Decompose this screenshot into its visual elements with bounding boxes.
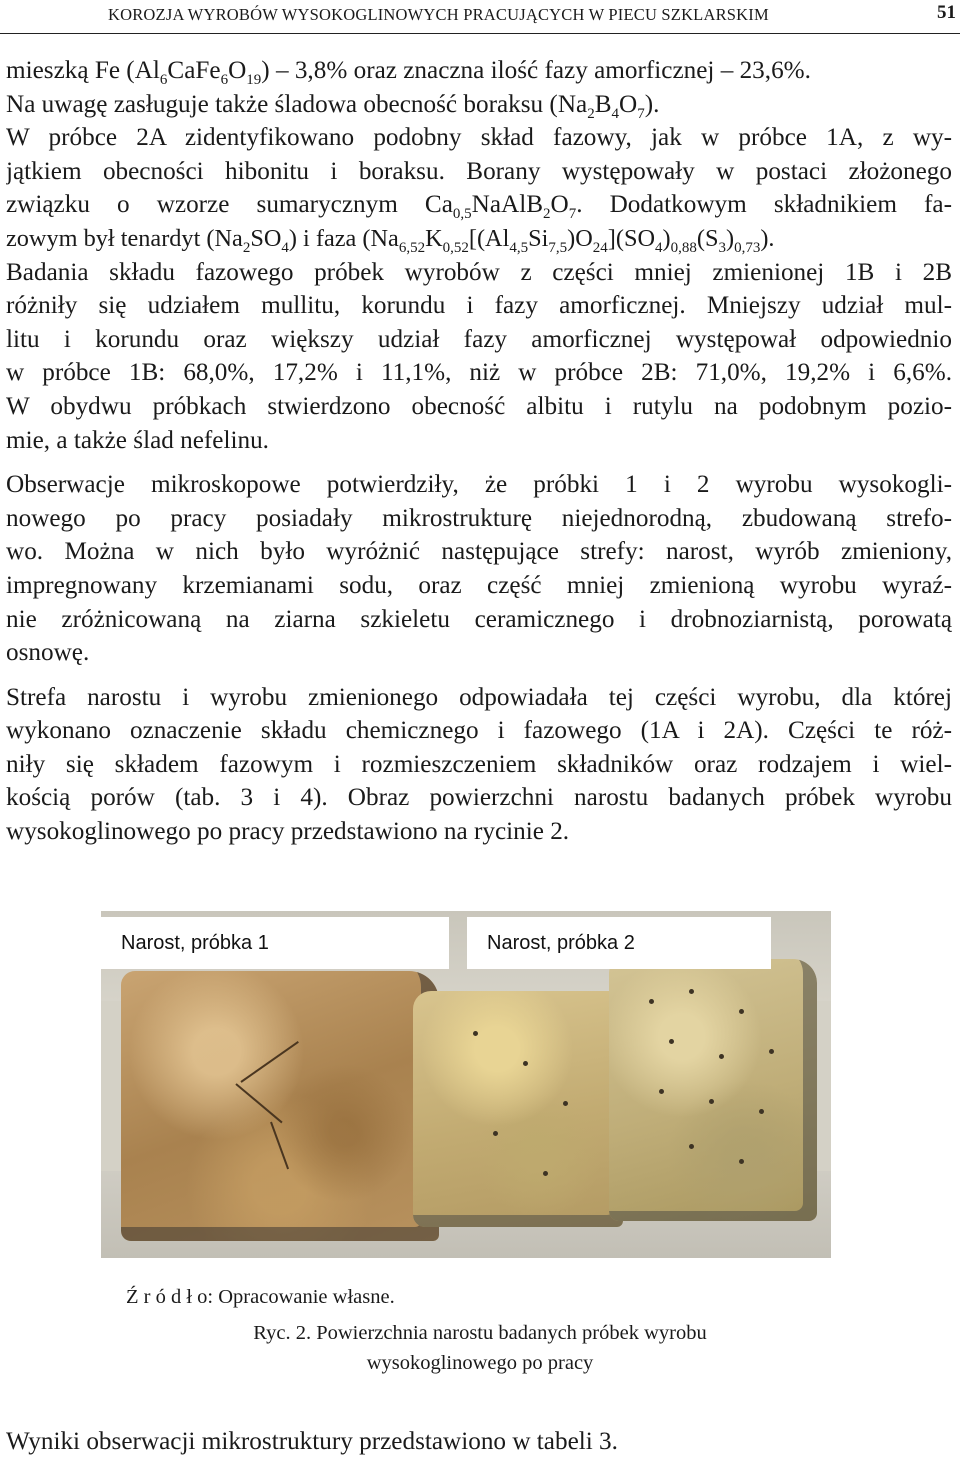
pore: [689, 989, 694, 994]
running-title: KOROZJA WYROBÓW WYSOKOGLINOWYCH PRACUJĄCYCH W PIECU SZKLARSKIM: [108, 5, 769, 24]
text-line: kością porów (tab. 3 i 4). Obraz powierzchni narostu badanych próbek wyrobu: [6, 784, 952, 812]
pore: [709, 1099, 714, 1104]
paragraph-2: [6, 468, 952, 670]
figure-sample-photo: [101, 911, 831, 1258]
sample-2-block-left: [413, 991, 623, 1227]
running-header: [0, 0, 960, 34]
text-line: jątkiem obecności hibonitu i boraksu. Borany występowały w postaci złożonego: [6, 157, 952, 185]
text-line: wykonano oznaczenie składu chemicznego i fazowego (1A i 2A). Części te róż-: [6, 717, 952, 745]
text-line: niły się składem fazowym i rozmieszczeniem składników oraz rodzajem i wiel-: [6, 750, 952, 778]
text-line: w próbce 1B: 68,0%, 17,2% i 11,1%, niż w próbce 2B: 71,0%, 19,2% i 6,6%.: [6, 359, 952, 387]
text-line: impregnowany krzemianami sodu, oraz część mniej zmienioną wyrobu wyraź-: [6, 571, 952, 599]
text-line: związku o wzorze sumarycznym $Ca_{0,5}NaAlB_2O_7$. Dodatkowym składnikiem fa-: [6, 191, 952, 222]
text-line: zowym był tenardyt $(Na_2SO_4)$ i faza $(Na_{6,52}K_{0,52}[(Al_{4,5}Si_{7,5})O_{24}](SO_4)_{0,88}(S_3)_{0,73})$.: [6, 224, 775, 256]
pore: [689, 1144, 694, 1149]
text-line: nie zróżnicowaną na ziarna szkieletu ceramicznego i drobnoziarnistą, porowatą: [6, 605, 952, 633]
body-text: [6, 54, 952, 860]
text-line: mie, a także ślad nefelinu.: [6, 426, 269, 454]
paragraph-3: [6, 681, 952, 849]
pore: [759, 1109, 764, 1114]
text-line: W próbce 2A zidentyfikowano podobny skład fazowy, jak w próbce 1A, z wy-: [6, 124, 952, 152]
text-line: Badania składu fazowego próbek wyrobów z części mniej zmienionej 1B i 2B: [6, 258, 952, 286]
text-line: wysokoglinowego po pracy przedstawiono na rycinie 2.: [6, 818, 570, 846]
paragraph-1: [6, 54, 952, 457]
text-line: mieszką Fe $(Al_6CaFe_6O_{19}) - 3,8\%$ oraz znaczna ilość fazy amorficznej – 23,6%.: [6, 57, 811, 88]
pore: [659, 1089, 664, 1094]
pore: [769, 1049, 774, 1054]
text-line: różniły się udziałem mullitu, korundu i fazy amorficznej. Mniejszy udział mul-: [6, 292, 952, 320]
header-rule: [0, 33, 960, 34]
figure-caption-line-1: Ryc. 2. Powierzchnia narostu badanych próbek wyrobu: [253, 1322, 707, 1344]
pore: [493, 1131, 498, 1136]
pore: [543, 1171, 548, 1176]
figure-caption-line-2: wysokoglinowego po pracy: [366, 1352, 594, 1374]
text-line: nowego po pracy posiadały mikrostrukturę niejednorodną, zbudowaną strefo-: [6, 504, 952, 532]
figure-source: Ź r ó d ł o: Opracowanie własne.: [126, 1286, 395, 1308]
text-line: Na uwagę zasługuje także śladowa obecność boraksu $(Na_2B_4O_7)$.: [6, 90, 660, 122]
pore: [563, 1101, 568, 1106]
pore: [719, 1054, 724, 1059]
label-sample-1: Narost, próbka 1: [101, 917, 449, 969]
pore: [669, 1039, 674, 1044]
final-paragraph: Wyniki obserwacji mikrostruktury przedstawiono w tabeli 3.: [6, 1428, 618, 1455]
text-line: Obserwacje mikroskopowe potwierdziły, że próbki 1 i 2 wyrobu wysokogli-: [6, 471, 952, 499]
pore: [739, 1159, 744, 1164]
pore: [739, 1009, 744, 1014]
pore: [649, 999, 654, 1004]
pore: [523, 1061, 528, 1066]
crack: [240, 1041, 298, 1083]
text-line: wo. Można w nich było wyróżnić następujące strefy: narost, wyrób zmieniony,: [6, 538, 952, 566]
text-line: Strefa narostu i wyrobu zmienionego odpowiadała tej części wyrobu, dla której: [6, 683, 952, 711]
page-number: 51: [937, 2, 956, 23]
label-sample-2: Narost, próbka 2: [467, 917, 771, 969]
crack: [270, 1122, 289, 1170]
pore: [473, 1031, 478, 1036]
sample-2-block-right: [609, 959, 817, 1221]
crack: [235, 1083, 282, 1123]
text-line: W obydwu próbkach stwierdzono obecność albitu i rutylu na podobnym pozio-: [6, 392, 952, 420]
text-line: osnowę.: [6, 639, 90, 667]
sample-1-block: [121, 971, 439, 1241]
text-line: litu i korundu oraz większy udział fazy amorficznej występował odpowiednio: [6, 325, 952, 353]
